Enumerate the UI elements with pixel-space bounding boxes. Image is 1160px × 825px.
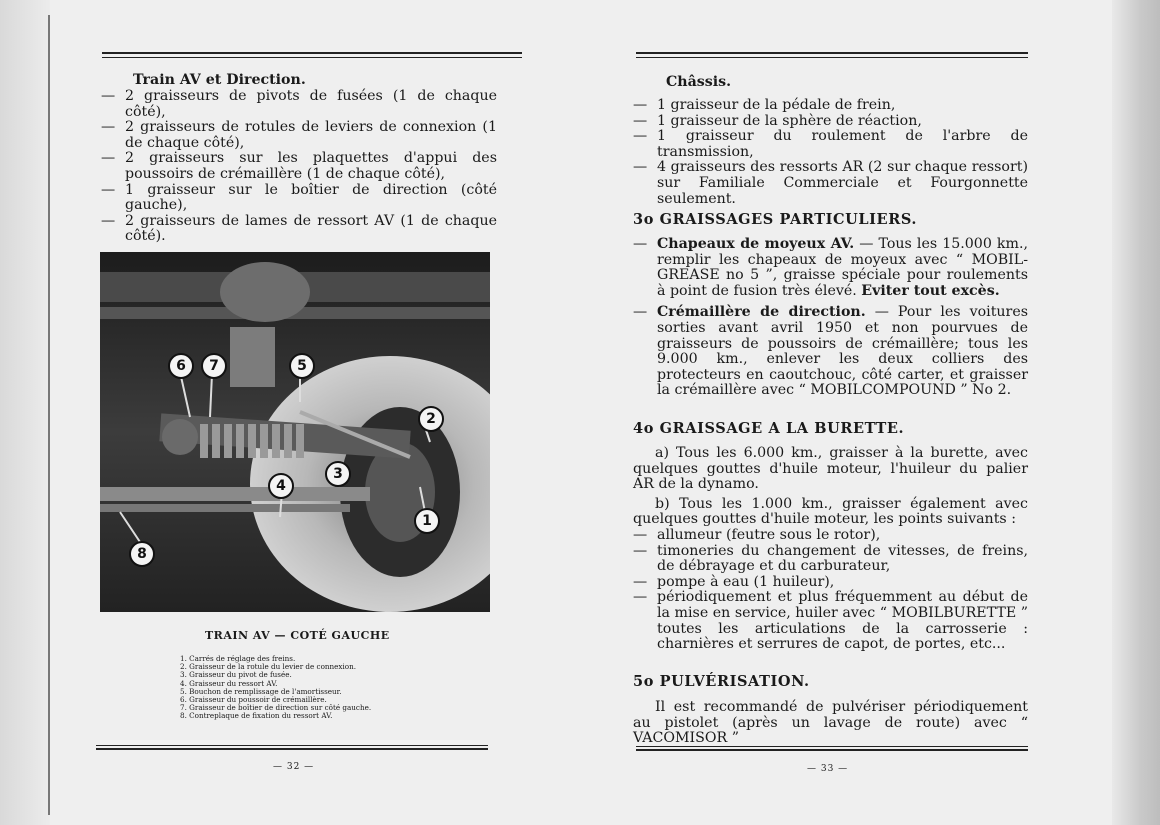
list-item: — Chapeaux de moyeux AV. — Tous les 15.000 km., remplir les chapeaux de moyeux avec “ MOBIL-GREASE no 5 ”, graisse spéciale pour roulements à point de fusion très élevé. Eviter tout excès. [633, 236, 1029, 299]
list-item: — Crémaillère de direction. — Pour les voitures sorties avant avril 1950 et non pourvues de graisseurs de poussoirs de crémaillère; tous les 9.000 km., enlever les deux colliers des protecteurs en caoutchouc, côté carter, et graisser la crémaillère avec “ MOBILCOMPOUND ” No 2. [633, 304, 1028, 399]
left-item-list [101, 89, 497, 245]
section-title: GRAISSAGE A LA BURETTE. [659, 420, 905, 437]
top-rule-right [636, 52, 1028, 54]
list-item: — 2 graisseurs de lames de ressort AV (1 de chaque côté). [101, 212, 497, 245]
legend-item: 3. Graisseur du pivot de fusée. [180, 670, 292, 680]
section-title: GRAISSAGES PARTICULIERS. [659, 211, 918, 228]
legend-item: 6. Graisseur du poussoir de crémaillère. [180, 695, 327, 705]
section-title: PULVÉRISATION. [659, 673, 810, 690]
section-number: 4o [633, 420, 654, 437]
callout-4: 4 [268, 473, 294, 499]
legend-item: 2. Graisseur de la rotule du levier de connexion. [180, 662, 357, 672]
callout-1: 1 [414, 508, 440, 534]
page-number-left: — 32 — [273, 762, 315, 772]
chassis-heading: Châssis. [666, 74, 732, 90]
list-item: — 1 graisseur sur le boîtier de direction (côté gauche), [101, 181, 497, 214]
callout-6: 6 [168, 353, 194, 379]
front-axle-photo [100, 252, 490, 612]
section-number: 5o [633, 673, 654, 690]
bottom-rule-right [636, 746, 1028, 747]
list-item: — allumeur (feutre sous le rotor), [633, 526, 881, 543]
legend-item: 7. Graisseur de boîtier de direction sur côté gauche. [180, 703, 372, 713]
front-axle-illustration [100, 252, 490, 612]
bottom-rule-left [96, 745, 488, 746]
list-item: — pompe à eau (1 huileur), [633, 573, 835, 590]
section-5-paragraph: Il est recommandé de pulvériser périodiquement au pistolet (après un lavage de route) avec “ VACOMISOR ” [633, 699, 1028, 747]
callout-8: 8 [129, 541, 155, 567]
list-item: — 2 graisseurs sur les plaquettes d'appui des poussoirs de crémaillère (1 de chaque côté), [101, 150, 497, 182]
section-4-heading [633, 420, 904, 437]
paragraph: b) Tous les 1.000 km., graisser également avec quelques gouttes d'huile moteur, les points suivants : [633, 495, 1028, 528]
left-heading: Train AV et Direction. [133, 72, 306, 88]
list-item: — 1 graisseur de la pédale de frein, [633, 97, 896, 113]
list-item: — périodiquement et plus fréquemment au début de la mise en service, huiler avec “ MOBILBURETTE ” toutes les articulations de la carrosserie : charnières et serrures de capot, de portes, etc... [633, 589, 1028, 653]
callout-2: 2 [418, 406, 444, 432]
section-3-heading [633, 211, 917, 228]
photo-caption-title: TRAIN AV — COTÉ GAUCHE [205, 629, 390, 642]
legend-item: 5. Bouchon de remplissage de l'amortisseur. [180, 686, 342, 696]
section-3-items [633, 237, 1028, 399]
callout-5: 5 [289, 353, 315, 379]
page-number-right: — 33 — [807, 764, 849, 774]
chassis-item-list [633, 98, 1028, 207]
list-item: — 2 graisseurs de pivots de fusées (1 de chaque côté), [101, 88, 497, 120]
top-rule-left [102, 52, 522, 54]
legend-item: 4. Graisseur du ressort AV. [180, 678, 278, 688]
list-item: — timoneries du changement de vitesses, de freins, de débrayage et du carburateur, [633, 542, 1028, 575]
list-item: — 2 graisseurs de rotules de leviers de connexion (1 de chaque côté), [101, 119, 497, 151]
section-5-heading [633, 673, 810, 690]
section-number: 3o [633, 211, 654, 228]
callout-7: 7 [201, 353, 227, 379]
paragraph: a) Tous les 6.000 km., graisser à la burette, avec quelques gouttes d'huile moteur, l'huileur du palier AR de la dynamo. [633, 445, 1028, 493]
binding-fold-line [48, 15, 50, 815]
legend-item: 1. Carrés de réglage des freins. [180, 654, 296, 663]
scan-left-margin [0, 0, 50, 825]
section-4-body [633, 446, 1028, 653]
scan-right-edge [1112, 0, 1160, 825]
legend-item: 8. Contreplaque de fixation du ressort AV. [180, 711, 333, 721]
list-item: — 1 graisseur de la sphère de réaction, [633, 112, 922, 129]
callout-3: 3 [325, 461, 351, 487]
photo-legend [180, 655, 371, 721]
list-item: — 4 graisseurs des ressorts AR (2 sur chaque ressort) sur Familiale Commerciale et Fourgonnette seulement. [633, 159, 1028, 207]
list-item: — 1 graisseur du roulement de l'arbre de transmission, [633, 128, 1028, 160]
